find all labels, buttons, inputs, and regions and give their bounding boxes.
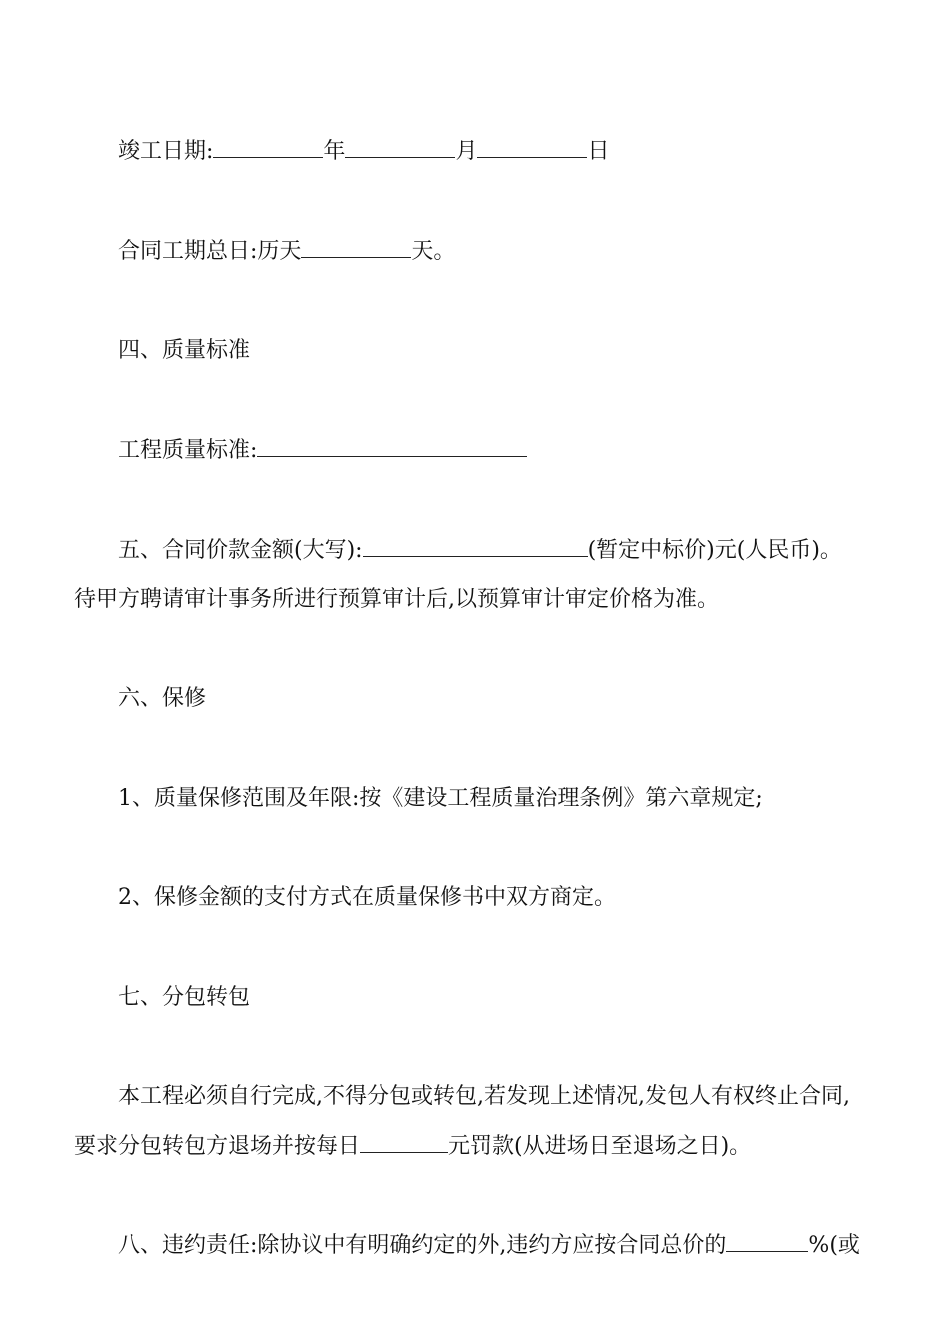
warranty-item-1: 1、质量保修范围及年限:按《建设工程质量治理条例》第六章规定;	[118, 786, 763, 811]
month-blank	[345, 137, 455, 158]
liability-percent-blank	[726, 1231, 808, 1252]
warranty-item-2: 2、保修金额的支付方式在质量保修书中双方商定。	[118, 885, 616, 910]
duration-blank	[301, 237, 411, 258]
year-blank	[213, 137, 323, 158]
contract-price-suffix: (暂定中标价)元(人民币)。	[587, 538, 842, 563]
year-label: 年	[323, 139, 346, 164]
liability-suffix: %(或	[808, 1233, 860, 1258]
liability-line	[118, 1231, 884, 1261]
completion-date-line	[118, 137, 884, 167]
contract-price-blank	[363, 536, 588, 557]
day-blank	[477, 137, 587, 158]
quality-standard-label: 工程质量标准:	[118, 438, 258, 463]
subcontract-para-suffix: 元罚款(从进场日至退场之日)。	[448, 1134, 752, 1159]
contract-price-label: 五、合同价款金额(大写):	[118, 538, 363, 563]
liability-prefix: 八、违约责任:除协议中有明确约定的外,违约方应按合同总价的	[118, 1233, 727, 1258]
day-label: 日	[587, 139, 610, 164]
section6-heading: 六、保修	[118, 686, 207, 711]
month-label: 月	[455, 139, 478, 164]
section7-heading: 七、分包转包	[118, 985, 251, 1010]
subcontract-para-prefix: 要求分包转包方退场并按每日	[74, 1134, 361, 1159]
duration-unit: 天。	[411, 239, 456, 264]
penalty-blank	[360, 1132, 448, 1153]
completion-date-label: 竣工日期:	[118, 139, 214, 164]
contract-price-line	[118, 536, 884, 566]
quality-standard-line	[118, 436, 884, 466]
section4-heading: 四、质量标准	[118, 338, 251, 363]
quality-standard-blank	[257, 436, 527, 457]
subcontract-para-line1: 本工程必须自行完成,不得分包或转包,若发现上述情况,发包人有权终止合同,	[118, 1084, 850, 1109]
duration-label: 合同工期总日:历天	[118, 239, 302, 264]
duration-line	[118, 237, 884, 267]
contract-price-line2: 待甲方聘请审计事务所进行预算审计后,以预算审计审定价格为准。	[74, 587, 719, 612]
subcontract-para-line2	[74, 1132, 884, 1162]
